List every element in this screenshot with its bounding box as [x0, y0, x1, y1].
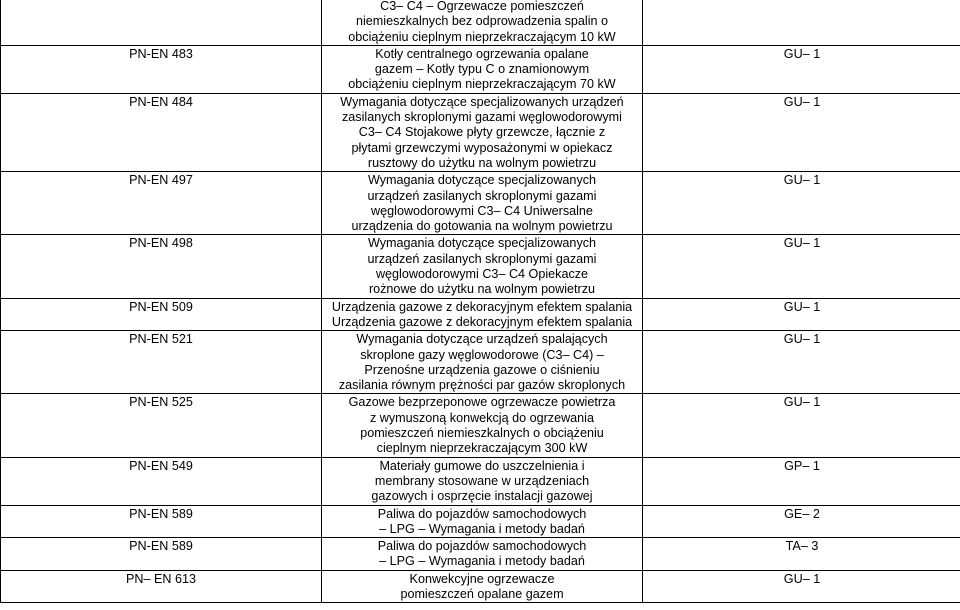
- table-row: [1, 0, 960, 45]
- standard-title-cell: [322, 235, 643, 298]
- standard-title-line: C3– C4 Stojakowe płyty grzewcze, łącznie z: [358, 125, 606, 140]
- standard-code-cell: PN-EN 521: [1, 331, 322, 394]
- table-row: [1, 45, 960, 93]
- group-code-cell: GE– 2: [643, 505, 960, 538]
- standard-title-line: płytami grzewczymi wyposażonymi w opiekacz: [351, 140, 613, 155]
- standard-title-line: zasilania równym prężności par gazów skroplonych: [338, 378, 626, 393]
- standard-code-cell: [1, 0, 322, 45]
- standard-title-line: gazem – Kotły typu C o znamionowym: [374, 62, 590, 77]
- group-code-cell: GU– 1: [643, 331, 960, 394]
- table-row: [1, 505, 960, 538]
- standard-title-line: Konwekcyjne ogrzewacze: [409, 571, 555, 586]
- standard-title-cell: [322, 457, 643, 505]
- standard-title-line: zasilanych skroplonymi gazami węglowodorowymi: [342, 110, 622, 125]
- group-code-cell: [643, 0, 960, 45]
- standard-title-line: obciążeniu cieplnym nieprzekraczającym 10 kW: [348, 29, 616, 44]
- standard-title-cell: [322, 0, 643, 45]
- standard-title-line: Wymagania dotyczące specjalizowanych: [367, 236, 597, 251]
- standard-title-line: – LPG – Wymagania i metody badań: [379, 521, 585, 536]
- group-code-cell: GU– 1: [643, 570, 960, 603]
- standard-title-line: urządzenia do gotowania na wolnym powietrzu: [351, 219, 613, 234]
- standard-title-line: – LPG – Wymagania i metody badań: [379, 554, 585, 569]
- group-code-cell: GU– 1: [643, 298, 960, 331]
- standard-title-cell: [322, 538, 643, 571]
- standard-title-line: obciążeniu cieplnym nieprzekraczającym 70 kW: [348, 77, 616, 92]
- group-code-cell: GU– 1: [643, 93, 960, 171]
- group-code-cell: GU– 1: [643, 45, 960, 93]
- standard-title-cell: [322, 505, 643, 538]
- standard-title-line: węglowodorowymi C3– C4 Uniwersalne: [371, 203, 593, 218]
- group-code-cell: TA– 3: [643, 538, 960, 571]
- standard-code-cell: PN-EN 589: [1, 505, 322, 538]
- standard-title-line: rusztowy do użytku na wolnym powietrzu: [367, 155, 597, 170]
- standard-title-line: rożnowe do użytku na wolnym powietrzu: [368, 282, 596, 297]
- table-row: [1, 93, 960, 171]
- standard-title-line: urządzeń zasilanych skroplonymi gazami: [367, 251, 597, 266]
- standard-code-cell: PN-EN 525: [1, 394, 322, 457]
- group-code-cell: GU– 1: [643, 394, 960, 457]
- standard-title-line: Urządzenia gazowe z dekoracyjnym efektem spalania: [331, 299, 633, 314]
- table-row: [1, 538, 960, 571]
- standard-title-line: membrany stosowane w urządzeniach: [374, 473, 590, 488]
- standard-title-line: Wymagania dotyczące specjalizowanych: [367, 173, 597, 188]
- standard-title-cell: [322, 298, 643, 331]
- standard-title-line: niemieszkalnych bez odprowadzenia spalin o: [355, 14, 609, 29]
- standard-title-line: Wymagania dotyczące specjalizowanych urządzeń: [340, 94, 624, 109]
- group-code-cell: GU– 1: [643, 235, 960, 298]
- standard-code-cell: PN-EN 589: [1, 538, 322, 571]
- standard-title-line: skroplone gazy węglowodorowe (C3– C4) –: [360, 347, 604, 362]
- standard-title-line: C3– C4 – Ogrzewacze pomieszczeń: [380, 0, 584, 13]
- group-code-cell: GU– 1: [643, 172, 960, 235]
- standard-title-line: Materiały gumowe do uszczelnienia i: [379, 458, 585, 473]
- standard-title-line: pomieszczeń opalane gazem: [400, 586, 564, 601]
- standard-code-cell: PN-EN 509: [1, 298, 322, 331]
- standard-title-line: Gazowe bezprzeponowe ogrzewacze powietrza: [348, 395, 616, 410]
- standard-title-line: Urządzenia gazowe z dekoracyjnym efektem spalania: [331, 314, 633, 329]
- standard-title-cell: [322, 172, 643, 235]
- table-row: [1, 457, 960, 505]
- table-row: [1, 172, 960, 235]
- group-code-cell: GP– 1: [643, 457, 960, 505]
- standard-code-cell: PN– EN 613: [1, 570, 322, 603]
- standard-title-line: pomieszczeń niemieszkalnych o obciążeniu: [360, 426, 604, 441]
- table-row: [1, 298, 960, 331]
- standard-title-line: Paliwa do pojazdów samochodowych: [377, 539, 587, 554]
- standard-title-cell: [322, 45, 643, 93]
- standard-title-line: Przenośne urządzenia gazowe o ciśnieniu: [364, 362, 600, 377]
- standard-title-line: urządzeń zasilanych skroplonymi gazami: [367, 188, 597, 203]
- standard-code-cell: PN-EN 484: [1, 93, 322, 171]
- standard-title-line: gazowych i osprzęcie instalacji gazowej: [371, 489, 593, 504]
- table-row: [1, 235, 960, 298]
- standard-title-cell: [322, 331, 643, 394]
- standard-code-cell: PN-EN 498: [1, 235, 322, 298]
- standard-title-line: Wymagania dotyczące urządzeń spalających: [356, 332, 608, 347]
- standard-code-cell: PN-EN 497: [1, 172, 322, 235]
- table-row: [1, 570, 960, 603]
- table-row: [1, 331, 960, 394]
- standard-title-cell: [322, 394, 643, 457]
- standard-title-cell: [322, 570, 643, 603]
- standard-title-line: cieplnym nieprzekraczającym 300 kW: [376, 441, 588, 456]
- standard-title-line: węglowodorowymi C3– C4 Opiekacze: [375, 267, 589, 282]
- standard-title-line: Paliwa do pojazdów samochodowych: [377, 506, 587, 521]
- standard-code-cell: PN-EN 483: [1, 45, 322, 93]
- standard-title-cell: [322, 93, 643, 171]
- standard-title-line: z wymuszoną konwekcją do ogrzewania: [369, 410, 594, 425]
- standard-title-line: Kotły centralnego ogrzewania opalane: [375, 46, 589, 61]
- table-row: [1, 394, 960, 457]
- standards-table-body: [1, 0, 960, 603]
- standard-code-cell: PN-EN 549: [1, 457, 322, 505]
